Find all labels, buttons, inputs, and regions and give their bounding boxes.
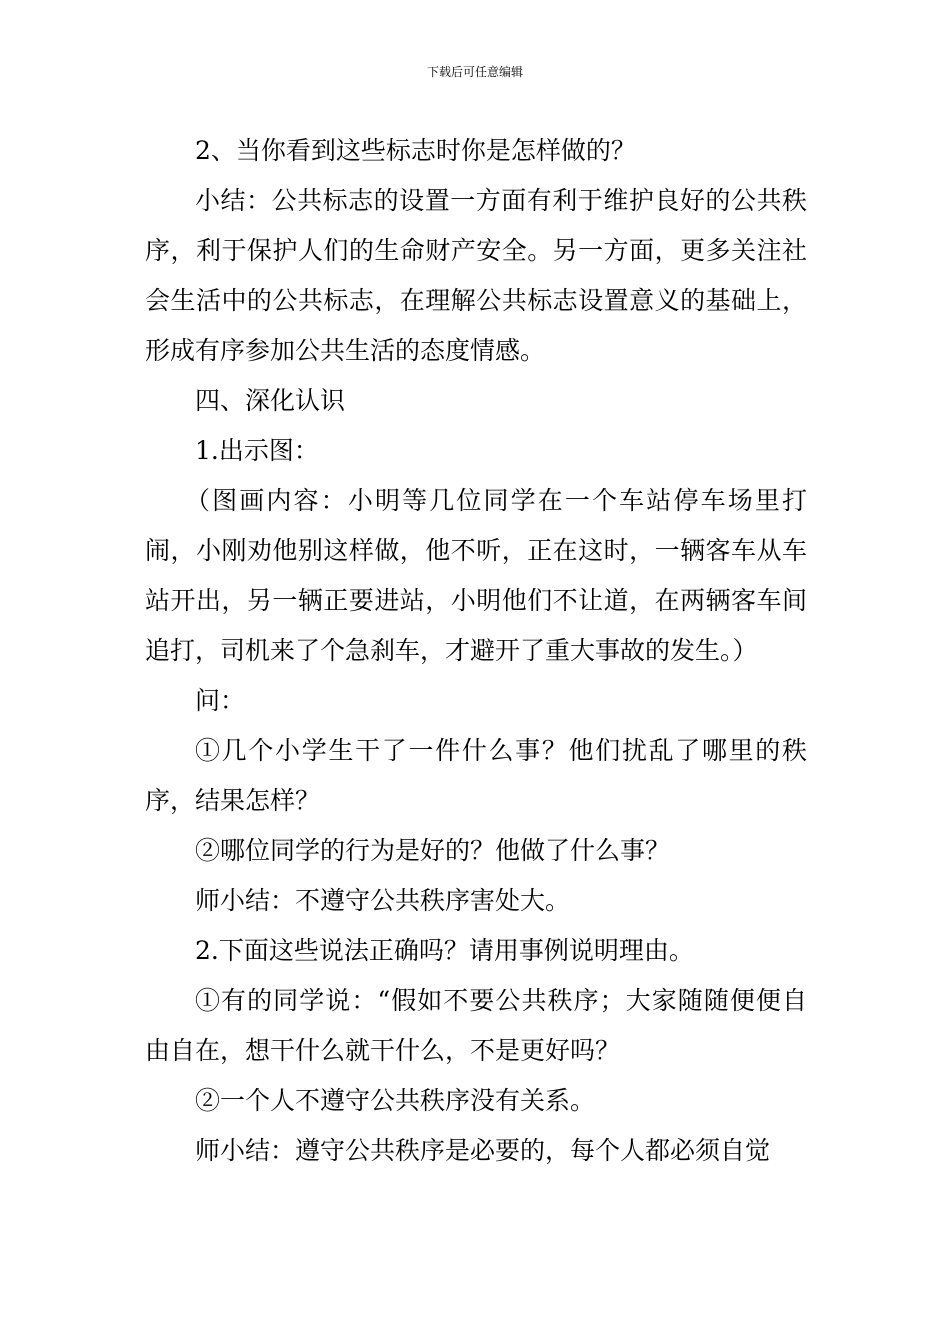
ask-label: 问：	[195, 686, 246, 715]
picture-description: （图画内容：小明等几位同学在一个车站停车场里打闹，小刚劝他别这样做，他不听，正在这时，一辆客车从车站开出，另一辆正要进站，小明他们不让道，在两辆客车间追打，司机来了个急刹车，才避开了重大事故的发生。）	[145, 486, 807, 665]
statement-circle-1: ①有的同学说：“假如不要公共秩序；大家随随便便自由自在，想干什么就干什么，不是更好吗？	[145, 986, 807, 1065]
teacher-summary-2: 师小结：遵守公共秩序是必要的，每个人都必须自觉	[195, 1136, 771, 1165]
teacher-summary-1: 师小结：不遵守公共秩序害处大。	[195, 886, 571, 915]
document-body	[145, 126, 807, 1176]
item-2-statements: 2.下面这些说法正确吗？请用事例说明理由。	[195, 936, 694, 965]
question-2: 2、当你看到这些标志时你是怎样做的？	[195, 136, 636, 165]
summary-public-signs: 小结：公共标志的设置一方面有利于维护良好的公共秩序，利于保护人们的生命财产安全。另一方面，更多关注社会生活中的公共标志，在理解公共标志设置意义的基础上，形成有序参加公共生活的态度情感。	[145, 186, 807, 365]
question-circle-1: ①几个小学生干了一件什么事？他们扰乱了哪里的秩序，结果怎样？	[145, 736, 807, 815]
question-circle-2: ②哪位同学的行为是好的？他做了什么事？	[195, 836, 671, 865]
section-heading-4: 四、深化认识	[195, 386, 346, 415]
page-header-note: 下载后可任意编辑	[426, 65, 523, 79]
item-1-show-picture: 1.出示图：	[195, 436, 319, 465]
statement-circle-2: ②一个人不遵守公共秩序没有关系。	[195, 1086, 596, 1115]
